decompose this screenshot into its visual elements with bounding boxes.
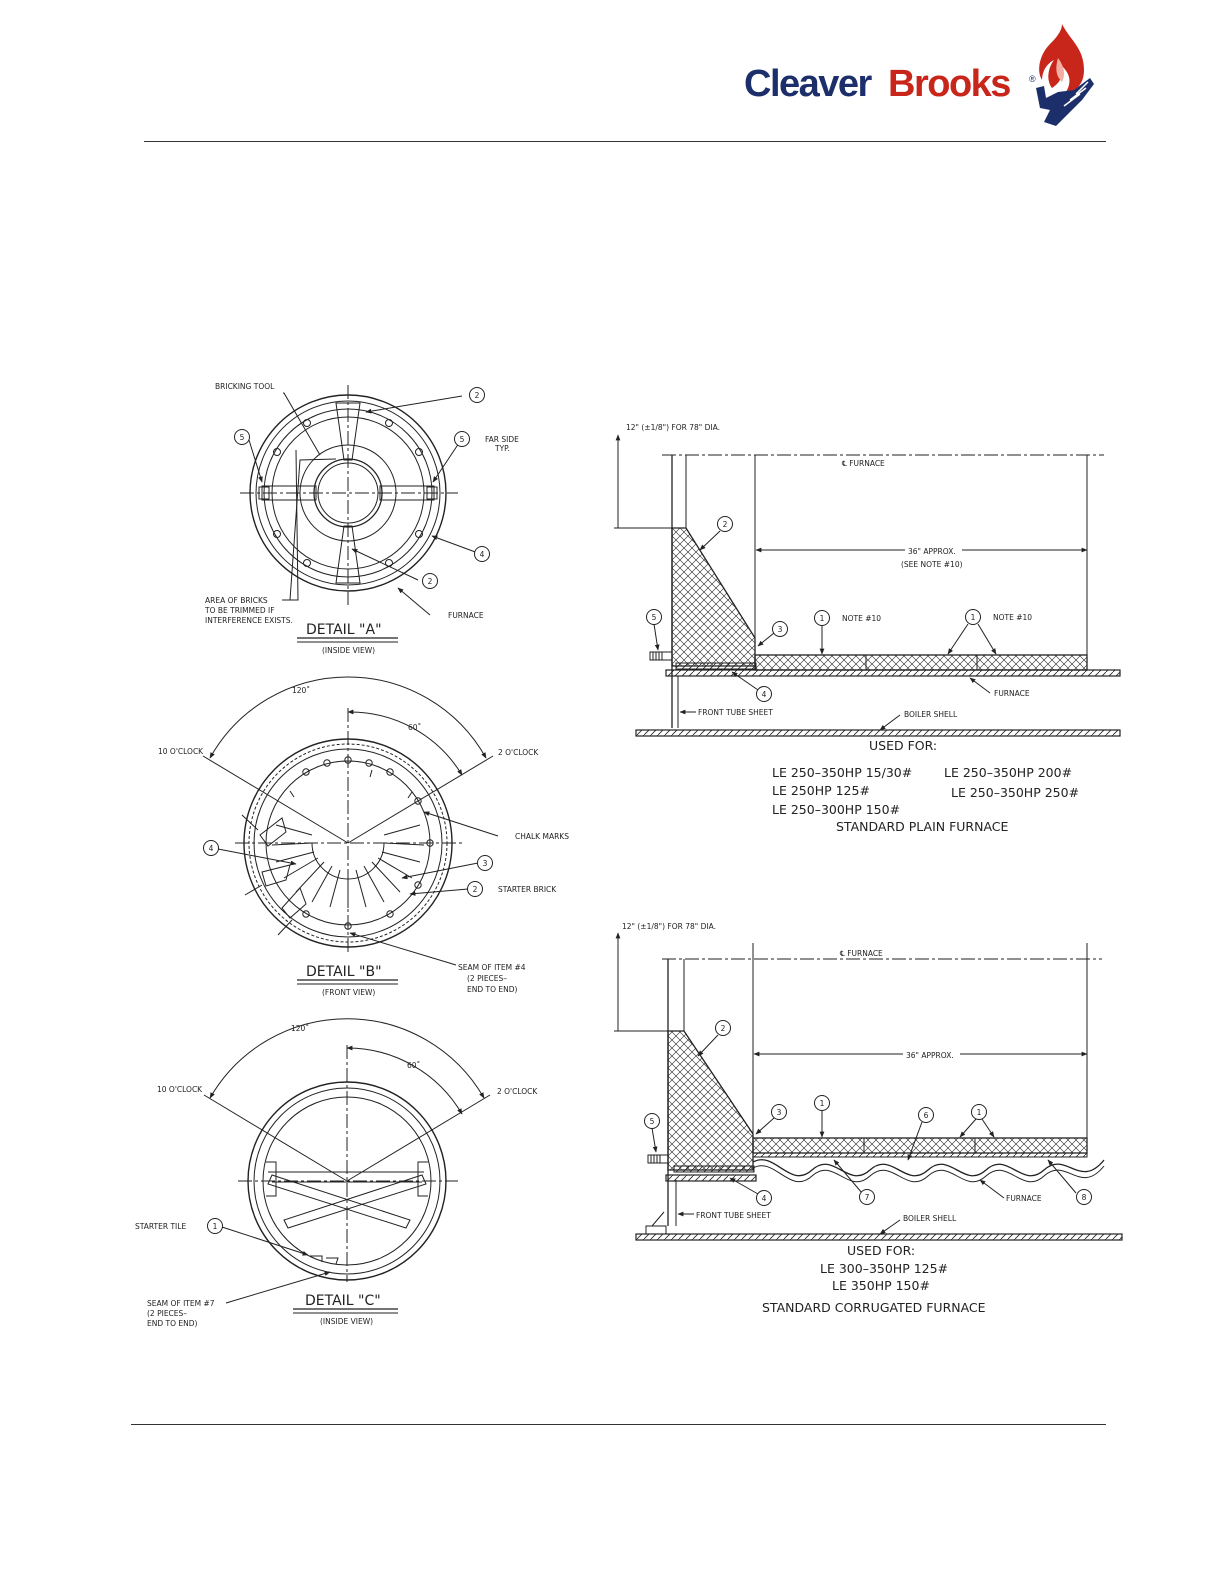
plain-note10-a: NOTE #10: [842, 614, 882, 623]
corr-front-tube-sheet: FRONT TUBE SHEET: [696, 1211, 771, 1220]
detail-b-seam-line1: SEAM OF ITEM #4: [458, 963, 526, 972]
plain-cl-furnace: ℄ FURNACE: [842, 459, 885, 468]
label-area-line3: INTERFERENCE EXISTS.: [205, 616, 293, 625]
detail-b-balloon-4: 4: [208, 844, 214, 853]
detail-a-balloon-5-right: 5: [459, 435, 465, 444]
plain-model-3: LE 250HP 125#: [772, 783, 870, 798]
plain-boiler-shell: BOILER SHELL: [904, 710, 958, 719]
detail-c: [204, 1019, 490, 1313]
corr-model-1: LE 300–350HP 125#: [820, 1261, 949, 1276]
logo-text-cleaver: Cleaver: [744, 63, 871, 105]
label-bricking-tool: BRICKING TOOL: [215, 382, 275, 391]
corr-balloon-1b: 1: [976, 1108, 982, 1117]
logo-registered-mark: ®: [1029, 74, 1036, 84]
corr-furnace-label: FURNACE: [1006, 1194, 1042, 1203]
plain-balloon-2: 2: [722, 520, 728, 529]
plain-balloon-1b: 1: [970, 613, 976, 622]
detail-a-balloon-2-bottom: 2: [427, 577, 433, 586]
label-furnace-a: FURNACE: [448, 611, 484, 620]
plain-used-for: USED FOR:: [869, 738, 938, 753]
corr-dim-36: 36" APPROX.: [906, 1051, 954, 1060]
corr-balloon-4: 4: [761, 1194, 767, 1203]
detail-b-view: (FRONT VIEW): [322, 988, 376, 997]
plain-dim-36: 36" APPROX.: [908, 547, 956, 556]
detail-b-seam-line3: END TO END): [467, 985, 518, 994]
plain-see-note: (SEE NOTE #10): [901, 560, 963, 569]
detail-a-balloons: [235, 388, 490, 589]
detail-b-10-oclock: 10 O'CLOCK: [158, 747, 204, 756]
label-starter-brick: STARTER BRICK: [498, 885, 557, 894]
plain-furnace-label: FURNACE: [994, 689, 1030, 698]
detail-c-seam-line3: END TO END): [147, 1319, 198, 1328]
corr-balloon-6: 6: [923, 1111, 929, 1120]
corr-model-2: LE 350HP 150#: [832, 1278, 930, 1293]
label-area-line2: TO BE TRIMMED IF: [205, 606, 275, 615]
corr-caption: STANDARD CORRUGATED FURNACE: [762, 1300, 986, 1315]
plain-furnace-section: [614, 435, 1120, 736]
plain-balloon-1a: 1: [819, 614, 825, 623]
corr-used-for: USED FOR:: [847, 1243, 916, 1258]
detail-c-view: (INSIDE VIEW): [320, 1317, 374, 1326]
detail-b-title: DETAIL "B": [306, 964, 382, 980]
corr-boiler-shell: BOILER SHELL: [903, 1214, 957, 1223]
detail-a-view: (INSIDE VIEW): [322, 646, 376, 655]
detail-a-balloon-2-top: 2: [474, 391, 480, 400]
logo-text-brooks: Brooks: [888, 63, 1010, 105]
detail-a: [240, 385, 478, 642]
detail-c-title: DETAIL "C": [305, 1293, 381, 1309]
plain-model-1: LE 250–350HP 15/30#: [772, 765, 913, 780]
plain-model-5: LE 250–300HP 150#: [772, 802, 901, 817]
corr-balloon-5: 5: [649, 1117, 655, 1126]
detail-b-2-oclock: 2 O'CLOCK: [498, 748, 539, 757]
corr-balloon-8: 8: [1081, 1193, 1087, 1202]
detail-b-angle-60: 60˚: [408, 723, 422, 732]
corr-dim-12: 12" (±1/8") FOR 78" DIA.: [622, 922, 716, 931]
label-starter-tile: STARTER TILE: [135, 1222, 187, 1231]
plain-caption: STANDARD PLAIN FURNACE: [836, 819, 1009, 834]
label-area-line1: AREA OF BRICKS: [205, 596, 268, 605]
detail-b-angle-120: 120˚: [292, 686, 311, 695]
corr-balloon-7: 7: [864, 1193, 870, 1202]
plain-dim-12: 12" (±1/8") FOR 78" DIA.: [626, 423, 720, 432]
detail-b-seam-line2: (2 PIECES–: [467, 974, 508, 983]
detail-c-angle-60: 60˚: [407, 1061, 421, 1070]
label-far-side: FAR SIDE: [485, 435, 519, 444]
detail-a-title: DETAIL "A": [306, 622, 382, 638]
label-chalk-marks: CHALK MARKS: [515, 832, 569, 841]
detail-c-balloon-1: 1: [212, 1222, 218, 1231]
detail-a-balloon-5-left: 5: [239, 433, 245, 442]
detail-b: [203, 677, 498, 984]
plain-model-4: LE 250–350HP 250#: [951, 785, 1080, 800]
corr-cl-furnace: ℄ FURNACE: [840, 949, 883, 958]
corr-balloon-2: 2: [720, 1024, 726, 1033]
detail-c-2-oclock: 2 O'CLOCK: [497, 1087, 538, 1096]
detail-b-balloon-2: 2: [472, 885, 478, 894]
plain-note10-b: NOTE #10: [993, 613, 1033, 622]
detail-b-balloon-3: 3: [482, 859, 488, 868]
plain-front-tube-sheet: FRONT TUBE SHEET: [698, 708, 773, 717]
plain-balloon-5: 5: [651, 613, 657, 622]
plain-balloon-3: 3: [777, 625, 783, 634]
detail-c-10-oclock: 10 O'CLOCK: [157, 1085, 203, 1094]
plain-balloon-4: 4: [761, 690, 767, 699]
detail-c-angle-120: 120˚: [291, 1024, 310, 1033]
detail-a-balloon-4: 4: [479, 550, 485, 559]
corr-balloon-3: 3: [776, 1108, 782, 1117]
corr-balloon-1a: 1: [819, 1099, 825, 1108]
label-typ: TYP.: [495, 444, 510, 453]
plain-model-2: LE 250–350HP 200#: [944, 765, 1073, 780]
detail-c-seam-line2: (2 PIECES–: [147, 1309, 188, 1318]
detail-c-seam-line1: SEAM OF ITEM #7: [147, 1299, 215, 1308]
